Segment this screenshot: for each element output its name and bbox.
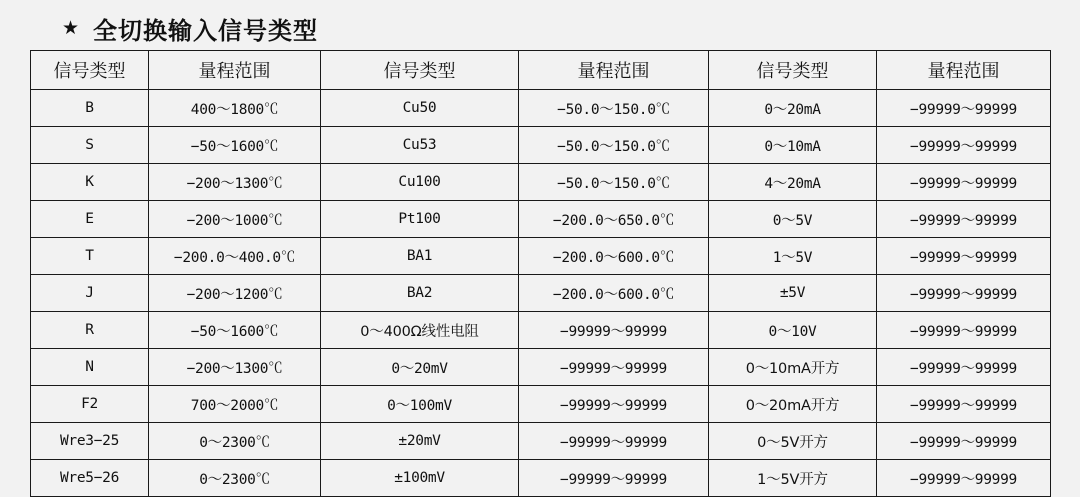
- cell-range: 400～1800℃: [149, 90, 321, 127]
- cell-signal-type: 4～20mA: [709, 164, 877, 201]
- cell-range: 700～2000℃: [149, 386, 321, 423]
- cell-signal-type: 0～20mA: [709, 90, 877, 127]
- table-row: [31, 423, 1051, 460]
- cell-signal-type: 0～400Ω线性电阻: [321, 312, 519, 349]
- cell-range: −99999～99999: [877, 238, 1051, 275]
- cell-range: −200.0～400.0℃: [149, 238, 321, 275]
- cell-signal-type: 0～10mA: [709, 127, 877, 164]
- cell-signal-type: Cu53: [321, 127, 519, 164]
- column-header: 信号类型: [321, 51, 519, 90]
- cell-range: −200～1300℃: [149, 349, 321, 386]
- cell-range: −99999～99999: [877, 164, 1051, 201]
- table-row: [31, 201, 1051, 238]
- input-signal-type-table: [30, 50, 1051, 497]
- cell-range: −99999～99999: [877, 90, 1051, 127]
- cell-range: −99999～99999: [877, 127, 1051, 164]
- cell-range: −50～1600℃: [149, 127, 321, 164]
- cell-range: −99999～99999: [519, 312, 709, 349]
- cell-range: 0～2300℃: [149, 423, 321, 460]
- cell-signal-type: Wre3−25: [31, 423, 149, 460]
- cell-range: −200～1200℃: [149, 275, 321, 312]
- cell-range: −99999～99999: [877, 349, 1051, 386]
- page-title: 全切换输入信号类型: [93, 16, 319, 45]
- table-row: [31, 90, 1051, 127]
- cell-signal-type: ±20mV: [321, 423, 519, 460]
- table-row: [31, 386, 1051, 423]
- table-row: [31, 312, 1051, 349]
- cell-signal-type: 0～5V开方: [709, 423, 877, 460]
- cell-range: −99999～99999: [519, 460, 709, 497]
- table-row: [31, 349, 1051, 386]
- cell-signal-type: Cu50: [321, 90, 519, 127]
- column-header: 信号类型: [31, 51, 149, 90]
- cell-signal-type: 0～10mA开方: [709, 349, 877, 386]
- cell-signal-type: Wre5−26: [31, 460, 149, 497]
- cell-range: −200～1000℃: [149, 201, 321, 238]
- cell-signal-type: S: [31, 127, 149, 164]
- cell-signal-type: Cu100: [321, 164, 519, 201]
- cell-signal-type: K: [31, 164, 149, 201]
- cell-range: −50.0～150.0℃: [519, 164, 709, 201]
- cell-range: −99999～99999: [877, 423, 1051, 460]
- cell-signal-type: ±5V: [709, 275, 877, 312]
- cell-signal-type: E: [31, 201, 149, 238]
- column-header: 信号类型: [709, 51, 877, 90]
- column-header: 量程范围: [149, 51, 321, 90]
- cell-range: −200～1300℃: [149, 164, 321, 201]
- cell-range: −99999～99999: [519, 349, 709, 386]
- cell-signal-type: BA1: [321, 238, 519, 275]
- cell-range: −99999～99999: [877, 201, 1051, 238]
- cell-signal-type: 1～5V: [709, 238, 877, 275]
- cell-signal-type: 0～10V: [709, 312, 877, 349]
- cell-range: −200.0～650.0℃: [519, 201, 709, 238]
- cell-range: −99999～99999: [877, 460, 1051, 497]
- cell-signal-type: 0～5V: [709, 201, 877, 238]
- cell-signal-type: N: [31, 349, 149, 386]
- table-row: [31, 127, 1051, 164]
- cell-range: −50.0～150.0℃: [519, 90, 709, 127]
- cell-signal-type: J: [31, 275, 149, 312]
- table-row: [31, 164, 1051, 201]
- cell-signal-type: T: [31, 238, 149, 275]
- column-header: 量程范围: [877, 51, 1051, 90]
- cell-range: 0～2300℃: [149, 460, 321, 497]
- cell-signal-type: Pt100: [321, 201, 519, 238]
- cell-range: −200.0～600.0℃: [519, 238, 709, 275]
- cell-signal-type: 0～20mV: [321, 349, 519, 386]
- spec-table-wrapper: [0, 50, 1080, 497]
- page-heading: [0, 0, 1080, 50]
- cell-signal-type: 1～5V开方: [709, 460, 877, 497]
- table-row: [31, 275, 1051, 312]
- cell-range: −50～1600℃: [149, 312, 321, 349]
- cell-signal-type: R: [31, 312, 149, 349]
- cell-range: −99999～99999: [877, 275, 1051, 312]
- cell-range: −99999～99999: [877, 312, 1051, 349]
- table-row: [31, 460, 1051, 497]
- column-header: 量程范围: [519, 51, 709, 90]
- cell-range: −50.0～150.0℃: [519, 127, 709, 164]
- table-row: [31, 238, 1051, 275]
- star-icon: ★: [62, 17, 80, 39]
- cell-signal-type: B: [31, 90, 149, 127]
- cell-signal-type: 0～20mA开方: [709, 386, 877, 423]
- cell-signal-type: BA2: [321, 275, 519, 312]
- cell-range: −99999～99999: [519, 386, 709, 423]
- cell-signal-type: 0～100mV: [321, 386, 519, 423]
- cell-signal-type: ±100mV: [321, 460, 519, 497]
- cell-range: −99999～99999: [877, 386, 1051, 423]
- cell-range: −200.0～600.0℃: [519, 275, 709, 312]
- table-body: [31, 90, 1051, 497]
- cell-range: −99999～99999: [519, 423, 709, 460]
- cell-signal-type: F2: [31, 386, 149, 423]
- table-header-row: [31, 51, 1051, 90]
